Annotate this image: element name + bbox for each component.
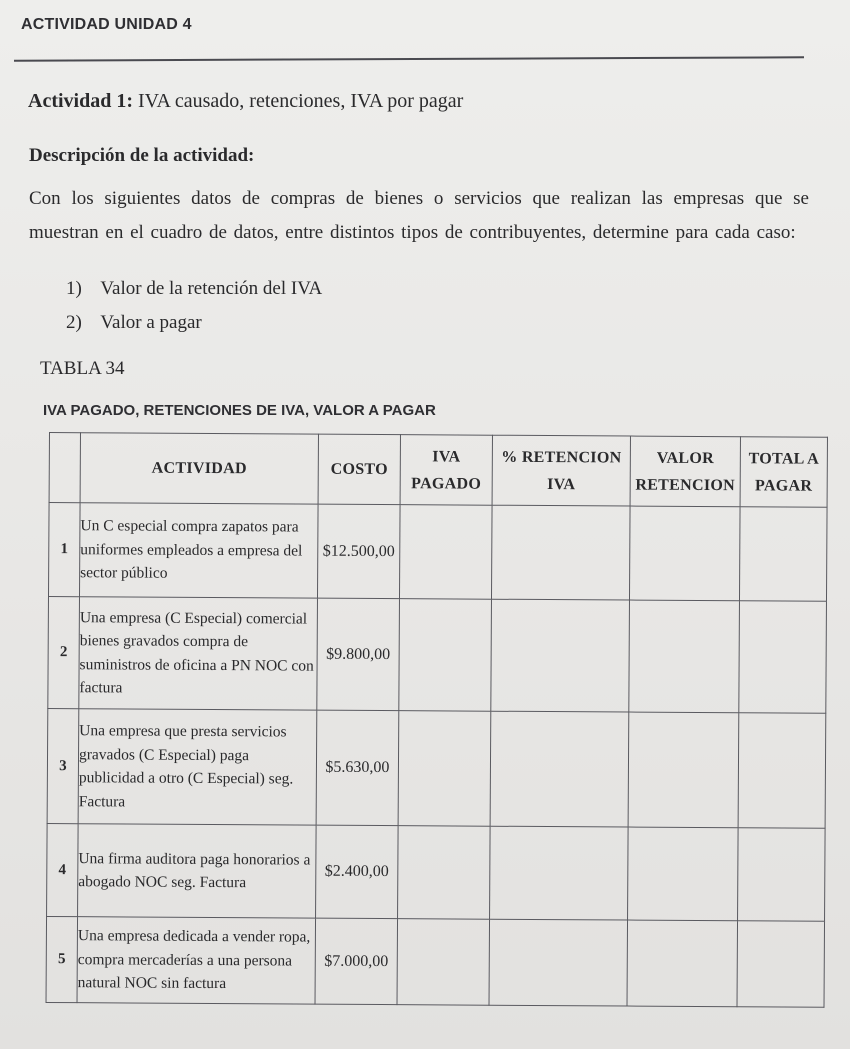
row-total-cell[interactable] xyxy=(738,828,826,922)
row-total-cell[interactable] xyxy=(739,601,827,714)
row-retention-value-cell[interactable] xyxy=(629,600,740,713)
table-row xyxy=(48,597,827,714)
row-iva-paid-cell[interactable] xyxy=(397,919,490,1006)
description-paragraph: Con los siguientes datos de compras de bienes o servicios que realizan las empresas que se muestran en el cuadro de datos, entre distintos tipos de contribuyentes, determine para cada caso: xyxy=(29,188,809,243)
row-cost: $12.500,00 xyxy=(317,504,400,598)
activity-label: Actividad 1: xyxy=(28,90,133,112)
col-header-cost: COSTO xyxy=(318,434,400,504)
row-retention-pct-cell[interactable] xyxy=(491,599,630,712)
row-activity: Un C especial compra zapatos para uniformes empleados a empresa del sector público xyxy=(79,503,318,598)
step-number: 1) xyxy=(66,278,82,299)
row-number: 1 xyxy=(48,503,80,597)
col-header-activity: ACTIVIDAD xyxy=(80,433,318,504)
row-total-cell[interactable] xyxy=(739,507,827,602)
row-number: 5 xyxy=(46,916,78,1002)
row-cost: $9.800,00 xyxy=(317,598,400,710)
row-retention-pct-cell[interactable] xyxy=(490,826,629,920)
row-retention-pct-cell[interactable] xyxy=(491,505,630,600)
table-row xyxy=(46,916,825,1007)
table-label: TABLA 34 xyxy=(40,358,125,379)
data-table xyxy=(46,432,828,1008)
description-heading: Descripción de la actividad: xyxy=(29,145,255,166)
unit-title: ACTIVIDAD UNIDAD 4 xyxy=(21,16,192,33)
row-retention-value-cell[interactable] xyxy=(628,827,739,921)
step-item xyxy=(66,272,322,306)
row-number: 2 xyxy=(48,597,80,709)
row-total-cell[interactable] xyxy=(738,713,826,829)
col-header-retention-pct: % RETENCION IVA xyxy=(492,435,630,506)
row-retention-value-cell[interactable] xyxy=(627,920,738,1007)
activity-name: IVA causado, retenciones, IVA por pagar xyxy=(138,90,464,112)
row-activity: Una empresa (C Especial) comercial bienes gravados compra de suministros de oficina a PN NOC con factura xyxy=(79,597,318,710)
row-activity: Una empresa que presta servicios gravados (C Especial) paga publicidad a otro (C Especial) seg. Factura xyxy=(78,709,317,825)
row-total-cell[interactable] xyxy=(737,921,825,1008)
row-retention-pct-cell[interactable] xyxy=(489,919,628,1006)
step-number: 2) xyxy=(66,312,82,333)
row-activity: Una firma auditora paga honorarios a abogado NOC seg. Factura xyxy=(78,824,317,918)
row-cost: $2.400,00 xyxy=(316,825,399,918)
row-retention-value-cell[interactable] xyxy=(628,712,739,828)
row-retention-pct-cell[interactable] xyxy=(490,711,629,827)
steps-list xyxy=(66,272,322,340)
col-header-number xyxy=(49,433,80,503)
table-row xyxy=(48,503,827,602)
table-row xyxy=(47,708,826,828)
row-retention-value-cell[interactable] xyxy=(629,506,740,601)
col-header-retention-value: VALOR RETENCION xyxy=(630,436,740,507)
row-cost: $7.000,00 xyxy=(315,918,398,1004)
step-label: Valor a pagar xyxy=(100,312,202,333)
row-activity: Una empresa dedicada a vender ropa, compra mercaderías a una persona natural NOC sin factura xyxy=(77,917,316,1004)
header-divider xyxy=(14,56,804,61)
table-row xyxy=(47,823,826,921)
col-header-total: TOTAL A PAGAR xyxy=(740,437,827,508)
row-iva-paid-cell[interactable] xyxy=(399,599,492,712)
step-item xyxy=(66,306,322,340)
row-number: 3 xyxy=(47,708,79,823)
row-iva-paid-cell[interactable] xyxy=(399,505,492,600)
table-caption: IVA PAGADO, RETENCIONES DE IVA, VALOR A PAGAR xyxy=(43,402,436,419)
activity-title xyxy=(28,90,463,113)
step-label: Valor de la retención del IVA xyxy=(100,278,323,299)
table-header-row xyxy=(49,433,827,508)
row-cost: $5.630,00 xyxy=(316,710,399,825)
row-number: 4 xyxy=(47,823,79,916)
row-iva-paid-cell[interactable] xyxy=(398,711,491,827)
col-header-iva-paid: IVA PAGADO xyxy=(400,435,492,506)
row-iva-paid-cell[interactable] xyxy=(398,826,491,920)
